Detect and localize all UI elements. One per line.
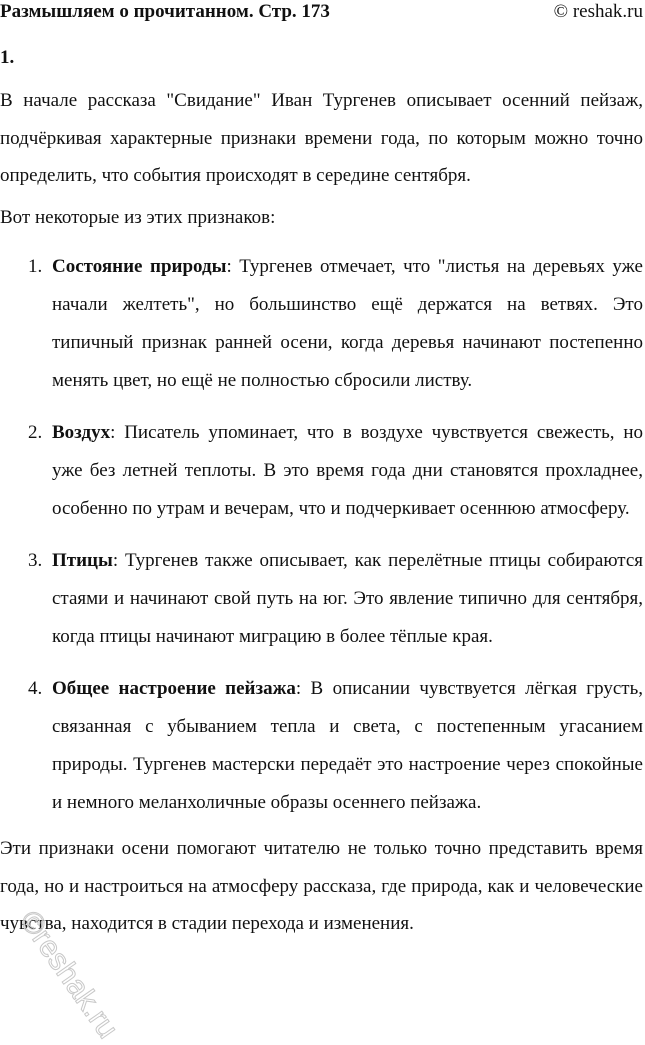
watermark-logo: ©reshak.ru bbox=[12, 905, 125, 1045]
item-text: : В описании чувствуется лёгкая грусть, связанная с убыванием тепла и света, с постепенным угасанием природы. Тургенев мастерски передаёт это настроение через спокойные и немного меланхоличные образы осеннего пейзажа. bbox=[52, 678, 643, 813]
list-item bbox=[0, 670, 643, 822]
item-term: Птицы bbox=[52, 550, 113, 571]
list-item bbox=[0, 414, 643, 528]
task-number: 1. bbox=[0, 47, 15, 68]
page-title: Размышляем о прочитанном. Стр. 173 bbox=[0, 1, 330, 22]
item-number: 4. bbox=[28, 678, 43, 699]
item-text: : Тургенев отмечает, что "листья на деревьях уже начали желтеть", но большинство ещё держатся на ветвях. Это типичный признак ранней осени, когда деревья начинают постепенно менять цвет, но ещё не полностью сбросили листву. bbox=[52, 256, 643, 391]
item-text: : Писатель упоминает, что в воздухе чувствуется свежесть, но уже без летней теплоты. В это время года дни становятся прохладнее, особенно по утрам и вечерам, что и подчеркивает осеннюю атмосферу. bbox=[52, 422, 643, 519]
list-item bbox=[0, 542, 643, 656]
item-term: Общее настроение пейзажа bbox=[52, 678, 296, 699]
item-text: : Тургенев также описывает, как перелётные птицы собираются стаями и начинают свой путь на юг. Это явление типично для сентября, когда птицы начинают миграцию в более тёплые края. bbox=[52, 550, 643, 647]
item-term: Состояние природы bbox=[52, 256, 227, 277]
signs-list bbox=[0, 248, 643, 822]
item-number: 3. bbox=[28, 550, 43, 571]
intro-paragraph: В начале рассказа "Свидание" Иван Тургенев описывает осенний пейзаж, подчёркивая характерные признаки времени года, по которым можно точно определить, что события происходят в середине сентября. bbox=[0, 90, 643, 186]
page-header bbox=[0, 0, 643, 24]
list-item bbox=[0, 248, 643, 400]
item-number: 2. bbox=[28, 422, 43, 443]
list-intro: Вот некоторые из этих признаков: bbox=[0, 206, 276, 228]
item-term: Воздух bbox=[52, 422, 111, 443]
conclusion-paragraph: Эти признаки осени помогают читателю не только точно представить время года, но и настроиться на атмосферу рассказа, где природа, как и человеческие чувства, находится в стадии перехода и изменения. bbox=[0, 838, 643, 934]
site-credit: © reshak.ru bbox=[553, 1, 643, 22]
answer-content bbox=[0, 82, 643, 943]
item-number: 1. bbox=[28, 256, 43, 277]
